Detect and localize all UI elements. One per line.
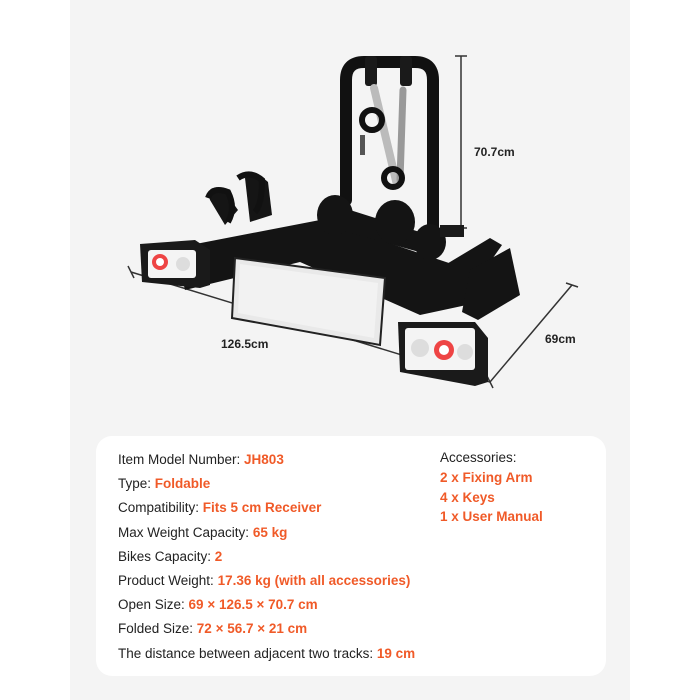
spec-label: Item Model Number: <box>118 452 245 467</box>
spec-label: Compatibility: <box>118 500 203 516</box>
spec-bikes-capacity <box>118 545 415 569</box>
spec-value: 17.36 kg (with all accessories) <box>217 572 411 588</box>
accessory-item: 2 x Fixing Arm <box>440 470 533 485</box>
accessories-title: Accessories: <box>440 450 517 465</box>
height-dimension-line <box>455 56 467 228</box>
spec-value: Fits 5 cm Receiver <box>202 500 322 516</box>
spec-product-weight <box>118 569 415 593</box>
width-label: 126.5cm <box>221 337 269 351</box>
spec-compatibility <box>118 496 415 520</box>
wheel-holders <box>208 174 272 225</box>
spec-open-size <box>118 593 415 617</box>
accessories-section <box>440 448 543 527</box>
spec-type <box>118 472 415 496</box>
spec-label: Open Size: <box>118 597 189 613</box>
spec-value: Foldable <box>154 476 211 492</box>
spec-value: 72 × 56.7 × 21 cm <box>196 621 308 637</box>
accessory-item: 1 x User Manual <box>440 509 543 524</box>
spec-value: 19 cm <box>376 645 416 661</box>
spec-value: 65 kg <box>252 524 288 540</box>
spec-max-weight <box>118 521 415 545</box>
depth-label: 69cm <box>545 332 576 346</box>
spec-value: 2 <box>214 548 223 564</box>
spec-label: Bikes Capacity: <box>118 548 215 564</box>
left-tail-light <box>140 240 210 288</box>
spec-folded-size <box>118 617 415 641</box>
spec-model-number <box>118 448 415 472</box>
spec-card <box>96 436 606 676</box>
spec-label: Max Weight Capacity: <box>118 524 253 540</box>
spec-list <box>118 448 415 666</box>
spec-label: Product Weight: <box>118 572 218 588</box>
accessory-item: 4 x Keys <box>440 489 495 505</box>
spec-track-distance <box>118 642 415 666</box>
spec-value: 69 × 126.5 × 70.7 cm <box>188 597 318 613</box>
spec-label: The distance between adjacent two tracks: <box>118 645 377 661</box>
height-label: 70.7cm <box>474 145 515 159</box>
right-tail-light <box>398 322 488 386</box>
spec-label: Type: <box>118 476 155 492</box>
spec-value: JH803 <box>244 452 284 467</box>
spec-label: Folded Size: <box>118 621 197 637</box>
